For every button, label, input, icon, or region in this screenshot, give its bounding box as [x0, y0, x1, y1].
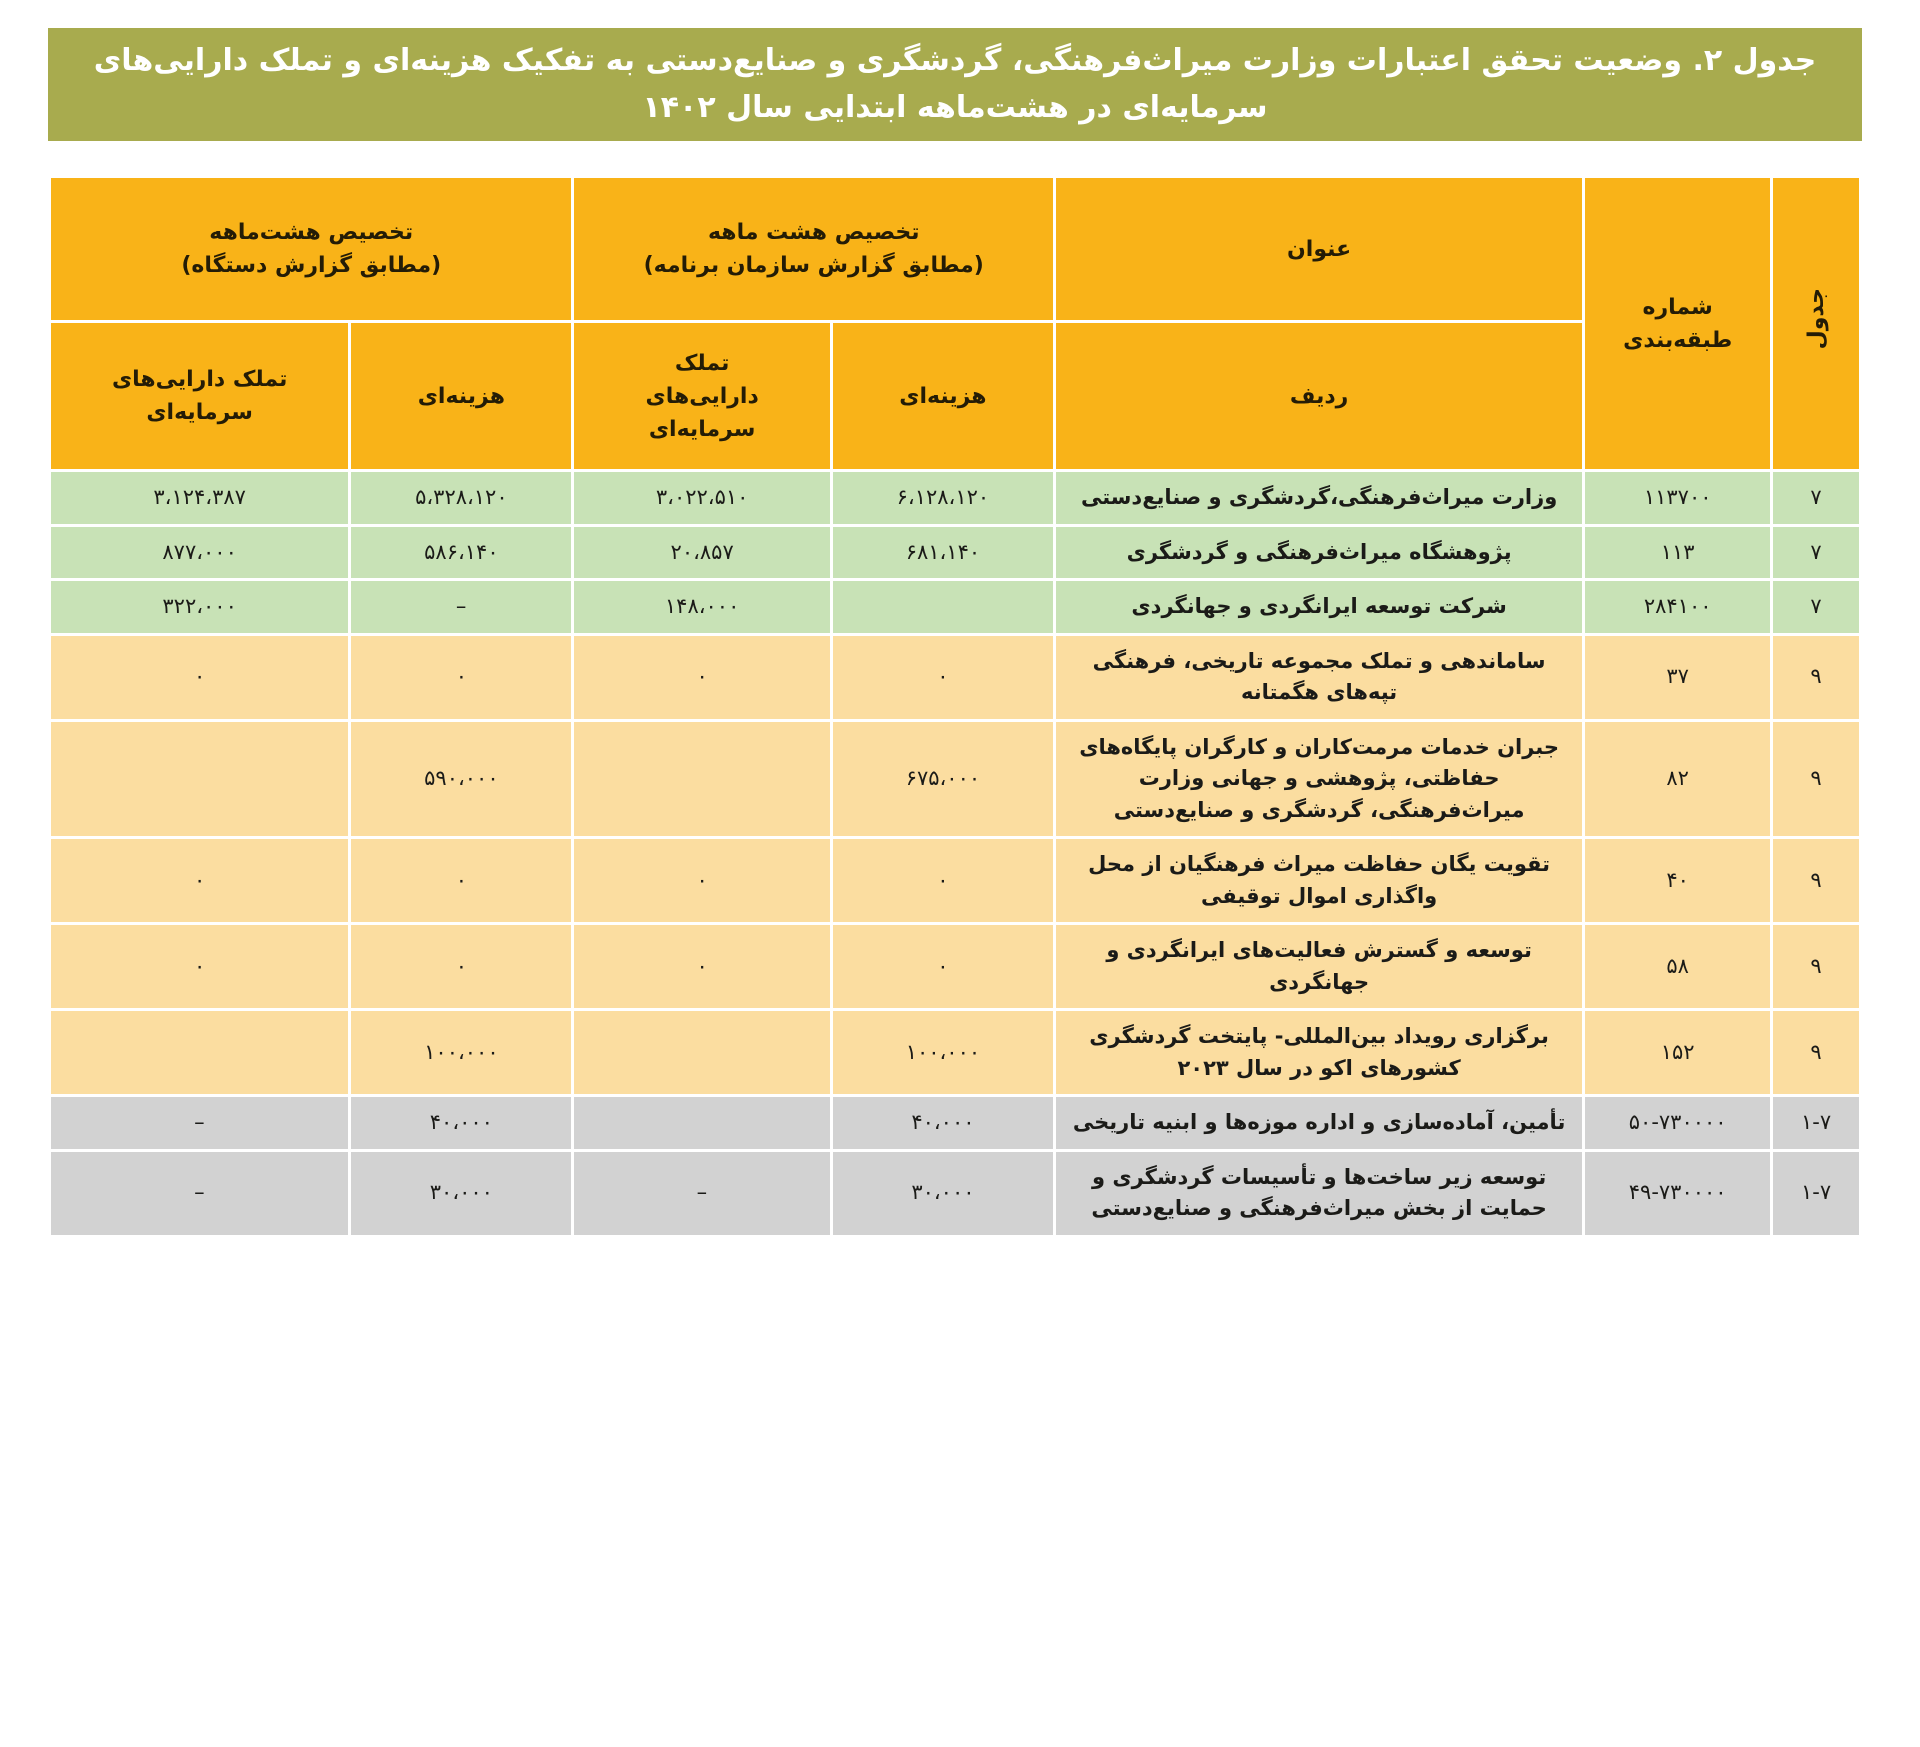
cell-hazine-device: ۵،۳۲۸،۱۲۰ — [351, 472, 571, 524]
cell-tamalok-device: ۰ — [51, 636, 348, 719]
table-row — [51, 925, 1859, 1008]
cell-classification-number: ۴۰ — [1585, 839, 1770, 922]
table-header — [51, 178, 1859, 469]
cell-tamalok-device: ۰ — [51, 839, 348, 922]
cell-hazine-org: ۶۷۵،۰۰۰ — [833, 722, 1053, 837]
header-group-org-line2: (مطابق گزارش سازمان برنامه) — [643, 253, 984, 278]
table-row — [51, 472, 1859, 524]
cell-tamalok-org: ۰ — [574, 925, 829, 1008]
cell-tamalok-device: ۰ — [51, 925, 348, 1008]
header-tamalok-device — [51, 323, 348, 469]
cell-tamalok-org: ۰ — [574, 839, 829, 922]
header-tamalok-org-line2: دارایی‌های — [645, 383, 759, 409]
cell-jadval: ۹ — [1773, 1011, 1859, 1094]
header-group-org-line1: تخصیص هشت ماهه — [707, 220, 920, 245]
cell-onvan: ساماندهی و تملک مجموعه تاریخی، فرهنگی تپه‌های هگمتانه — [1056, 636, 1582, 719]
cell-hazine-device: ۰ — [351, 636, 571, 719]
cell-jadval: ۹ — [1773, 925, 1859, 1008]
cell-hazine-device: ۵۹۰،۰۰۰ — [351, 722, 571, 837]
cell-hazine-org: ۳۰،۰۰۰ — [833, 1152, 1053, 1235]
cell-onvan: شرکت توسعه ایرانگردی و جهانگردی — [1056, 581, 1582, 633]
cell-tamalok-device: ۳۲۲،۰۰۰ — [51, 581, 348, 633]
table-row — [51, 636, 1859, 719]
cell-onvan: توسعه زیر ساخت‌ها و تأسیسات گردشگری و حمایت از بخش میراث‌فرهنگی و صنایع‌دستی — [1056, 1152, 1582, 1235]
cell-hazine-org — [833, 581, 1053, 633]
cell-jadval: ۷ — [1773, 527, 1859, 579]
cell-tamalok-org — [574, 1097, 829, 1149]
cell-hazine-device: ۰ — [351, 839, 571, 922]
header-group-device-line1: تخصیص هشت‌ماهه — [209, 220, 414, 245]
cell-onvan: جبران خدمات مرمت‌کاران و کارگران پایگاه‌های حفاظتی، پژوهشی و جهانی وزارت میراث‌فرهنگی، گردشگری و صنایع‌دستی — [1056, 722, 1582, 837]
cell-tamalok-device: – — [51, 1097, 348, 1149]
header-jadval — [1773, 178, 1859, 469]
cell-jadval: ۹ — [1773, 839, 1859, 922]
table-row — [51, 1152, 1859, 1235]
cell-onvan: وزارت میراث‌فرهنگی،گردشگری و صنایع‌دستی — [1056, 472, 1582, 524]
cell-onvan: توسعه و گسترش فعالیت‌های ایرانگردی و جهانگردی — [1056, 925, 1582, 1008]
table-row — [51, 1011, 1859, 1094]
cell-tamalok-device: – — [51, 1152, 348, 1235]
table-row — [51, 527, 1859, 579]
cell-onvan: تقویت یگان حفاظت میراث فرهنگیان از محل واگذاری اموال توقیفی — [1056, 839, 1582, 922]
cell-classification-number: ۲۸۴۱۰۰ — [1585, 581, 1770, 633]
table-row — [51, 722, 1859, 837]
cell-classification-number: ۱۵۲ — [1585, 1011, 1770, 1094]
cell-onvan: تأمین، آماده‌سازی و اداره موزه‌ها و ابنیه تاریخی — [1056, 1097, 1582, 1149]
header-row-group — [51, 178, 1859, 320]
header-radif: ردیف — [1056, 323, 1582, 469]
cell-jadval: ۹ — [1773, 722, 1859, 837]
cell-hazine-org: ۰ — [833, 839, 1053, 922]
cell-tamalok-device: ۸۷۷،۰۰۰ — [51, 527, 348, 579]
cell-classification-number: ۸۲ — [1585, 722, 1770, 837]
cell-hazine-device: – — [351, 581, 571, 633]
cell-tamalok-org — [574, 1011, 829, 1094]
cell-tamalok-org: ۲۰،۸۵۷ — [574, 527, 829, 579]
cell-onvan: پژوهشگاه میراث‌فرهنگی و گردشگری — [1056, 527, 1582, 579]
header-group-device — [51, 178, 571, 320]
cell-jadval: ۷ — [1773, 581, 1859, 633]
header-tamalok-device-line2: سرمایه‌ای — [146, 400, 253, 425]
cell-hazine-org: ۱۰۰،۰۰۰ — [833, 1011, 1053, 1094]
page-title: جدول ۲. وضعیت تحقق اعتبارات وزارت میراث‌فرهنگی، گردشگری و صنایع‌دستی به تفکیک هزینه‌ای و تملک دارایی‌های سرمایه‌ای در هشت‌ماهه ابتدایی سال ۱۴۰۲ — [93, 43, 1817, 125]
budget-table — [48, 175, 1862, 1238]
table-row — [51, 839, 1859, 922]
cell-hazine-org: ۶،۱۲۸،۱۲۰ — [833, 472, 1053, 524]
header-tamalok-org-line1: تملک — [674, 350, 730, 376]
header-hazine-device: هزینه‌ای — [351, 323, 571, 469]
cell-hazine-device: ۴۰،۰۰۰ — [351, 1097, 571, 1149]
header-classification-number — [1585, 178, 1770, 469]
header-group-device-line2: (مطابق گزارش دستگاه) — [181, 253, 442, 278]
cell-classification-number: ۳۷ — [1585, 636, 1770, 719]
cell-jadval: ۱-۷ — [1773, 1097, 1859, 1149]
cell-tamalok-device — [51, 1011, 348, 1094]
cell-hazine-org: ۶۸۱،۱۴۰ — [833, 527, 1053, 579]
cell-jadval: ۹ — [1773, 636, 1859, 719]
cell-hazine-device: ۰ — [351, 925, 571, 1008]
header-hazine-org: هزینه‌ای — [833, 323, 1053, 469]
header-jadval-label: جدول — [1803, 287, 1829, 350]
cell-hazine-device: ۱۰۰،۰۰۰ — [351, 1011, 571, 1094]
cell-classification-number: ۱۱۳۷۰۰ — [1585, 472, 1770, 524]
budget-table-container — [48, 175, 1862, 1238]
cell-hazine-org: ۰ — [833, 925, 1053, 1008]
header-onvan: عنوان — [1056, 178, 1582, 320]
cell-classification-number: ۱۱۳ — [1585, 527, 1770, 579]
cell-tamalok-org: ۳،۰۲۲،۵۱۰ — [574, 472, 829, 524]
cell-tamalok-device — [51, 722, 348, 837]
cell-hazine-org: ۰ — [833, 636, 1053, 719]
header-tamalok-device-line1: تملک دارایی‌های — [111, 367, 288, 392]
cell-tamalok-org: ۰ — [574, 636, 829, 719]
header-tamalok-org-line3: سرمایه‌ای — [648, 416, 756, 442]
header-classification-line2: طبقه‌بندی — [1623, 327, 1733, 353]
table-row — [51, 581, 1859, 633]
cell-onvan: برگزاری رویداد بین‌المللی- پایتخت گردشگری کشورهای اکو در سال ۲۰۲۳ — [1056, 1011, 1582, 1094]
cell-jadval: ۱-۷ — [1773, 1152, 1859, 1235]
table-body — [51, 472, 1859, 1235]
cell-hazine-device: ۵۸۶،۱۴۰ — [351, 527, 571, 579]
cell-classification-number: ۵۰-۷۳۰۰۰۰ — [1585, 1097, 1770, 1149]
cell-hazine-org: ۴۰،۰۰۰ — [833, 1097, 1053, 1149]
cell-classification-number: ۵۸ — [1585, 925, 1770, 1008]
cell-classification-number: ۴۹-۷۳۰۰۰۰ — [1585, 1152, 1770, 1235]
cell-tamalok-org — [574, 722, 829, 837]
cell-tamalok-org: – — [574, 1152, 829, 1235]
cell-tamalok-device: ۳،۱۲۴،۳۸۷ — [51, 472, 348, 524]
header-classification-line1: شماره — [1642, 294, 1713, 320]
header-tamalok-org — [574, 323, 829, 469]
table-title-banner — [48, 28, 1862, 141]
header-group-org — [574, 178, 1053, 320]
cell-jadval: ۷ — [1773, 472, 1859, 524]
cell-hazine-device: ۳۰،۰۰۰ — [351, 1152, 571, 1235]
table-row — [51, 1097, 1859, 1149]
cell-tamalok-org: ۱۴۸،۰۰۰ — [574, 581, 829, 633]
